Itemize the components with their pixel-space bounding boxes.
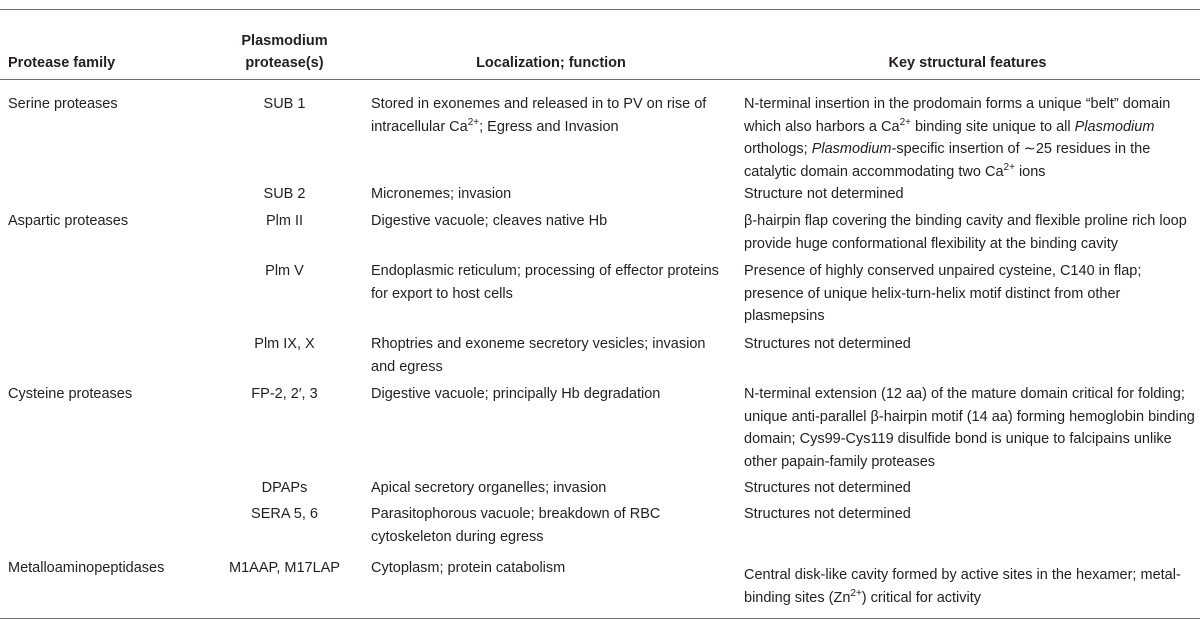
table-body bbox=[0, 80, 1200, 619]
family-cell bbox=[0, 503, 212, 553]
italic-genus: Plasmodium bbox=[1074, 118, 1155, 135]
family-cell: Serine proteases bbox=[8, 96, 118, 112]
localization-cell: Digestive vacuole; cleaves native Hb bbox=[371, 213, 608, 229]
feat-text: ) critical for activity bbox=[861, 589, 982, 606]
header-protease-line1: Plasmodium bbox=[241, 33, 328, 49]
header-row bbox=[0, 10, 1200, 80]
localization-cell: Apical secretory organelles; invasion bbox=[371, 480, 607, 496]
table-row bbox=[0, 183, 1200, 210]
superscript: 2+ bbox=[850, 587, 862, 599]
table-header bbox=[0, 10, 1200, 80]
table-row bbox=[0, 477, 1200, 503]
loc-text: ; Egress and Invasion bbox=[479, 118, 619, 135]
table-row bbox=[0, 210, 1200, 260]
feat-text: binding site unique to all bbox=[910, 118, 1075, 135]
features-cell: Presence of highly conserved unpaired cysteine, C140 in flap; presence of unique helix-turn-helix motif distinct from other plasmepsins bbox=[744, 263, 1142, 324]
feat-text: -specific insertion of ∼25 residues in the catalytic domain accommodating two Ca bbox=[744, 141, 1151, 180]
superscript: 2+ bbox=[467, 116, 480, 128]
header-protease-line2: protease(s) bbox=[245, 55, 324, 71]
features-cell: Structure not determined bbox=[744, 186, 904, 202]
family-cell bbox=[0, 183, 212, 210]
protease-cell: Plm II bbox=[265, 213, 304, 229]
superscript: 2+ bbox=[1003, 161, 1015, 173]
features-cell bbox=[735, 80, 1200, 184]
table-row bbox=[0, 553, 1200, 619]
features-cell: Structures not determined bbox=[744, 506, 911, 522]
protease-cell: SERA 5, 6 bbox=[251, 506, 318, 522]
protease-cell: Plm V bbox=[265, 263, 304, 279]
header-key-features: Key structural features bbox=[735, 10, 1200, 80]
family-cell: Cysteine proteases bbox=[8, 386, 133, 402]
feat-text: ions bbox=[1014, 163, 1046, 180]
protease-cell: Plm IX, X bbox=[254, 336, 315, 352]
header-plasmodium-proteases bbox=[212, 10, 357, 80]
header-localization: Localization; function bbox=[357, 10, 735, 80]
family-cell bbox=[0, 260, 212, 333]
table-row bbox=[0, 333, 1200, 383]
protease-cell: DPAPs bbox=[261, 480, 308, 496]
protease-cell: SUB 2 bbox=[263, 186, 306, 202]
superscript: 2+ bbox=[899, 116, 911, 128]
localization-cell: Parasitophorous vacuole; breakdown of RBC cytoskeleton during egress bbox=[371, 506, 661, 545]
feat-text: N-terminal insertion in the prodomain forms a unique “belt” domain which also harbors a Ca bbox=[744, 96, 1171, 135]
localization-cell: Micronemes; invasion bbox=[371, 186, 512, 202]
feat-text: Central disk-like cavity formed by active sites in the hexamer; metal-binding sites (Zn bbox=[744, 567, 1181, 606]
protease-cell: SUB 1 bbox=[263, 96, 306, 112]
features-cell: β-hairpin flap covering the binding cavity and flexible proline rich loop provide huge conformational flexibility at the binding cavity bbox=[744, 213, 1187, 252]
localization-cell bbox=[357, 80, 735, 184]
family-cell bbox=[0, 333, 212, 383]
localization-cell: Endoplasmic reticulum; processing of effector proteins for export to host cells bbox=[371, 263, 719, 302]
table-row bbox=[0, 260, 1200, 333]
localization-cell: Digestive vacuole; principally Hb degradation bbox=[371, 386, 661, 402]
loc-text: Stored in exonemes and released in to PV on rise of intracellular Ca bbox=[371, 96, 707, 135]
family-cell: Aspartic proteases bbox=[8, 213, 129, 229]
feat-text: orthologs; bbox=[744, 141, 812, 157]
protease-cell: M1AAP, M17LAP bbox=[212, 553, 357, 619]
localization-cell: Cytoplasm; protein catabolism bbox=[357, 553, 735, 619]
table-row bbox=[0, 383, 1200, 477]
header-protease-family: Protease family bbox=[0, 10, 212, 80]
localization-cell: Rhoptries and exoneme secretory vesicles; invasion and egress bbox=[371, 336, 706, 375]
family-cell bbox=[0, 477, 212, 503]
protease-table bbox=[0, 9, 1200, 619]
family-cell: Metalloaminopeptidases bbox=[0, 553, 212, 619]
features-cell: N-terminal extension (12 aa) of the mature domain critical for folding; unique anti-parallel β-hairpin motif (14 aa) forming hemoglobin binding domain; Cys99-Cys119 disulfide bond is unique to falcipains unlike other papain-family proteases bbox=[744, 386, 1195, 470]
features-cell bbox=[735, 553, 1200, 619]
features-cell: Structures not determined bbox=[744, 336, 911, 352]
protease-cell: FP-2, 2′, 3 bbox=[251, 386, 318, 402]
italic-genus: Plasmodium bbox=[811, 141, 892, 157]
features-cell: Structures not determined bbox=[744, 480, 911, 496]
table-row bbox=[0, 503, 1200, 553]
table-row bbox=[0, 80, 1200, 184]
